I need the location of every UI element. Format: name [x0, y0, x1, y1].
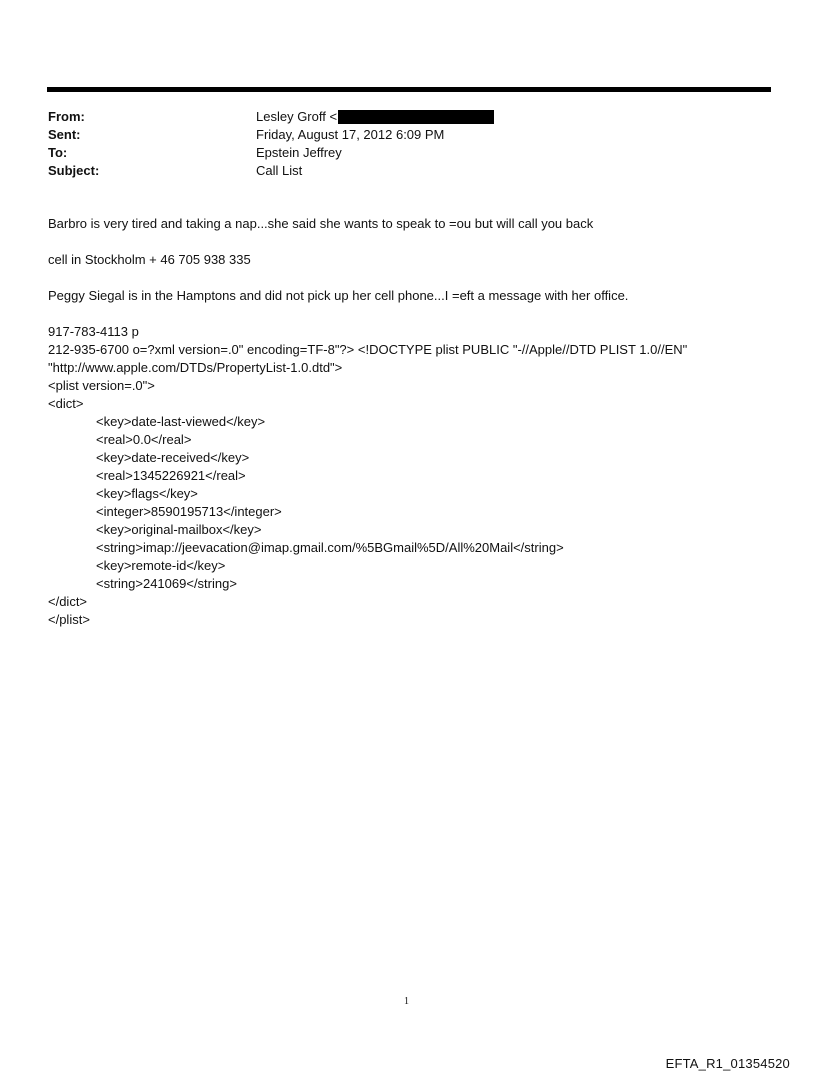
dict-line: <real>1345226921</real> [96, 468, 246, 483]
sent-value: Friday, August 17, 2012 6:09 PM [256, 127, 445, 142]
from-label: From: [48, 109, 85, 124]
sent-label: Sent: [48, 127, 81, 142]
body-paragraph-1: Barbro is very tired and taking a nap...she said she wants to speak to =ou but will call you back [48, 216, 594, 231]
dtd-url-line: "http://www.apple.com/DTDs/PropertyList-1.0.dtd"> [48, 360, 343, 375]
plist-block [48, 323, 778, 629]
from-row [48, 108, 494, 126]
dict-line: <string>241069</string> [96, 576, 237, 591]
email-body [48, 215, 778, 629]
plist-open-line: <plist version=.0"> [48, 378, 155, 393]
sent-row [48, 126, 494, 144]
to-value: Epstein Jeffrey [256, 145, 342, 160]
subject-value: Call List [256, 163, 303, 178]
dict-line: <key>original-mailbox</key> [96, 522, 262, 537]
dict-line: <integer>8590195713</integer> [96, 504, 282, 519]
header-divider [47, 87, 771, 92]
dict-line: <key>remote-id</key> [96, 558, 226, 573]
redaction-block [338, 110, 494, 124]
dict-open-line: <dict> [48, 396, 84, 411]
email-header [48, 108, 494, 180]
body-paragraph-2: cell in Stockholm + 46 705 938 335 [48, 252, 251, 267]
dict-line: <real>0.0</real> [96, 432, 192, 447]
dict-line: <string>imap://jeevacation@imap.gmail.com/%5BGmail%5D/All%20Mail</string> [96, 540, 564, 555]
document-id: EFTA_R1_01354520 [665, 1056, 790, 1071]
from-value-wrapper [256, 108, 494, 126]
phone-line-2: 212-935-6700 o=?xml version=.0" encoding=TF-8"?> <!DOCTYPE plist PUBLIC "-//Apple//DTD PLIST 1.0//EN" [48, 342, 688, 357]
from-value: Lesley Groff < [256, 109, 338, 124]
phone-line-1: 917-783-4113 p [48, 324, 139, 339]
dict-line: <key>date-last-viewed</key> [96, 414, 266, 429]
page-number: 1 [404, 996, 409, 1007]
subject-label: Subject: [48, 163, 100, 178]
dict-line: <key>flags</key> [96, 486, 198, 501]
dict-line: <key>date-received</key> [96, 450, 250, 465]
plist-close-line: </plist> [48, 612, 90, 627]
dict-close-line: </dict> [48, 594, 88, 609]
body-paragraph-3: Peggy Siegal is in the Hamptons and did not pick up her cell phone...I =eft a message with her office. [48, 288, 629, 303]
subject-row [48, 162, 494, 180]
to-row [48, 144, 494, 162]
to-label: To: [48, 145, 68, 160]
